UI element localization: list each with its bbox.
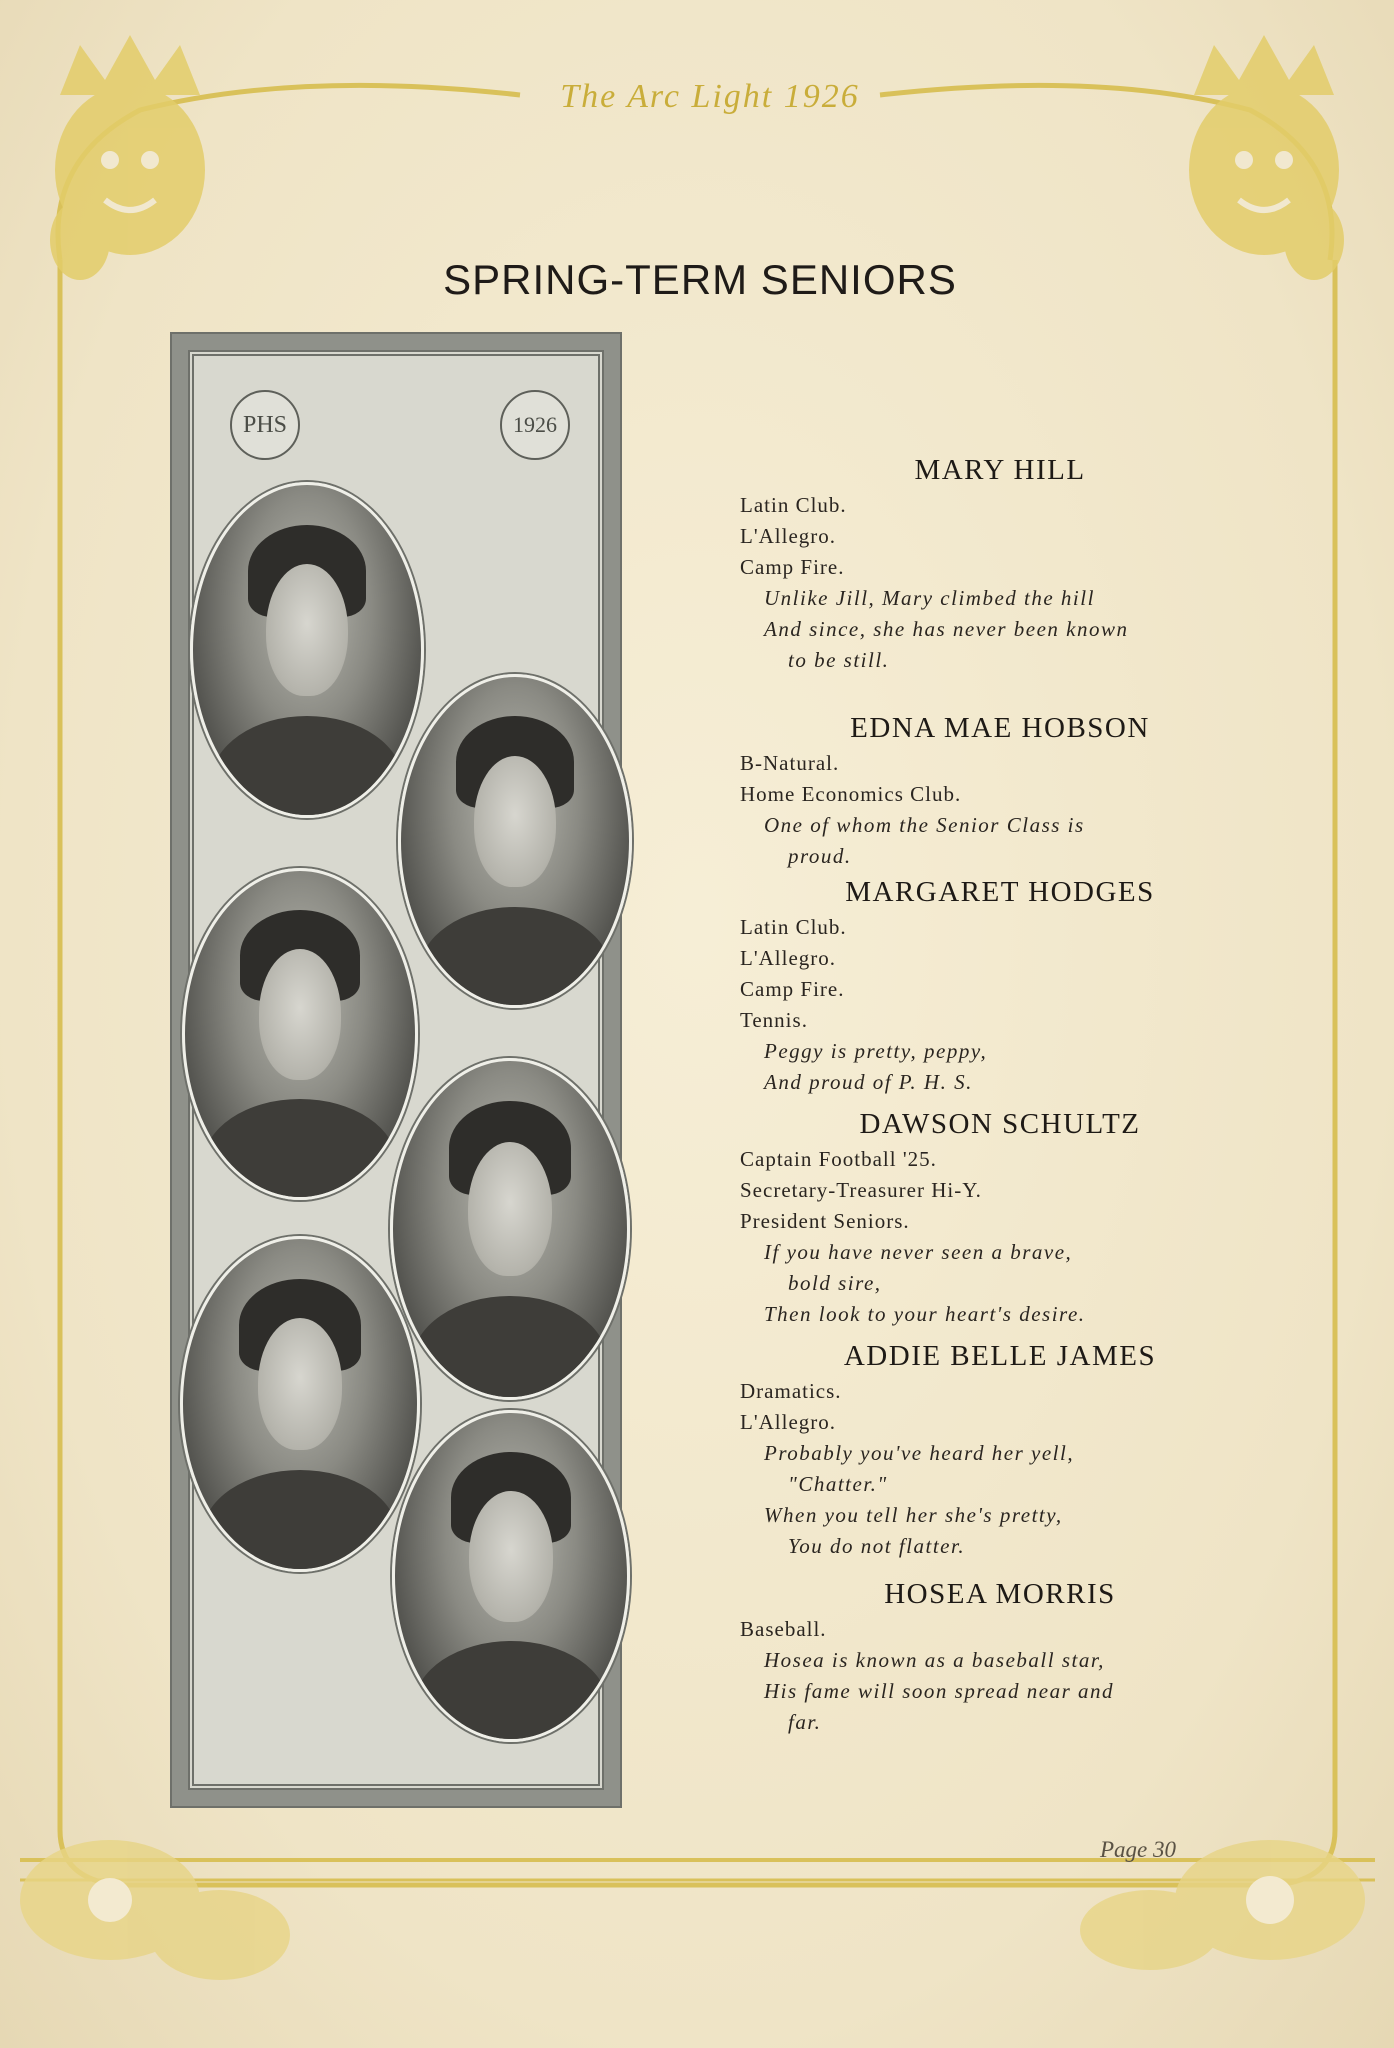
crown-ornament-left <box>50 35 205 280</box>
verse-line: "Chatter." <box>788 1472 888 1496</box>
activity-line: President Seniors. <box>740 1209 910 1233</box>
page-number: Page 30 <box>1100 1837 1177 1862</box>
activity-line: Baseball. <box>740 1617 827 1641</box>
verse-line: And since, she has never been known <box>764 617 1129 641</box>
senior-entry <box>740 1576 1260 1738</box>
senior-entry <box>740 452 1260 676</box>
year-emblem: 1926 <box>500 390 570 460</box>
verse-line: Peggy is pretty, peppy, <box>764 1039 988 1063</box>
verse-line: Then look to your heart's desire. <box>764 1302 1086 1326</box>
yearbook-header-title: The Arc Light 1926 <box>560 78 860 115</box>
verse-line: bold sire, <box>788 1271 882 1295</box>
activity-line: L'Allegro. <box>740 1410 837 1434</box>
verse-line: to be still. <box>788 648 890 672</box>
portrait-margaret-hodges <box>182 868 418 1200</box>
senior-roster <box>740 452 1260 1738</box>
senior-entry <box>740 1338 1260 1562</box>
verse-line: Probably you've heard her yell, <box>764 1441 1075 1465</box>
verse-line: Hosea is known as a baseball star, <box>764 1648 1105 1672</box>
senior-entry <box>740 710 1260 872</box>
senior-name: MARGARET HODGES <box>845 876 1155 908</box>
activity-line: L'Allegro. <box>740 524 837 548</box>
verse-line: If you have never seen a brave, <box>764 1240 1073 1264</box>
portrait-hosea-morris <box>392 1410 630 1742</box>
verse-line: His fame will soon spread near and <box>764 1679 1115 1703</box>
verse-line: Unlike Jill, Mary climbed the hill <box>764 586 1095 610</box>
activity-line: Camp Fire. <box>740 555 845 579</box>
activity-line: L'Allegro. <box>740 946 837 970</box>
crown-ornament-right <box>1189 35 1344 280</box>
verse-line: You do not flatter. <box>788 1534 966 1558</box>
activity-line: Latin Club. <box>740 915 847 939</box>
verse-line: far. <box>788 1710 822 1734</box>
activity-line: Home Economics Club. <box>740 782 962 806</box>
portrait-edna-mae-hobson <box>398 674 632 1008</box>
senior-name: DAWSON SCHULTZ <box>859 1108 1141 1140</box>
senior-name: HOSEA MORRIS <box>884 1578 1116 1610</box>
activity-line: Latin Club. <box>740 493 847 517</box>
activity-line: Secretary-Treasurer Hi-Y. <box>740 1178 982 1202</box>
photo-panel <box>170 332 622 1808</box>
photo-panel-frame <box>188 350 604 1790</box>
activity-line: Captain Football '25. <box>740 1147 937 1171</box>
page-title: SPRING-TERM SENIORS <box>443 256 957 303</box>
senior-name: EDNA MAE HOBSON <box>850 712 1150 744</box>
senior-name: MARY HILL <box>914 454 1086 486</box>
activity-line: Camp Fire. <box>740 977 845 1001</box>
activity-line: Tennis. <box>740 1008 808 1032</box>
activity-line: B-Natural. <box>740 751 840 775</box>
senior-entry <box>740 874 1260 1098</box>
verse-line: And proud of P. H. S. <box>764 1070 973 1094</box>
verse-line: When you tell her she's pretty, <box>764 1503 1063 1527</box>
portrait-addie-belle-james <box>180 1236 420 1572</box>
activity-line: Dramatics. <box>740 1379 842 1403</box>
senior-entry <box>740 1106 1260 1330</box>
portrait-dawson-schultz <box>390 1058 630 1400</box>
portrait-mary-hill <box>190 482 424 818</box>
verse-line: proud. <box>788 844 852 868</box>
phs-emblem: PHS <box>230 390 300 460</box>
senior-name: ADDIE BELLE JAMES <box>843 1340 1157 1372</box>
verse-line: One of whom the Senior Class is <box>764 813 1085 837</box>
